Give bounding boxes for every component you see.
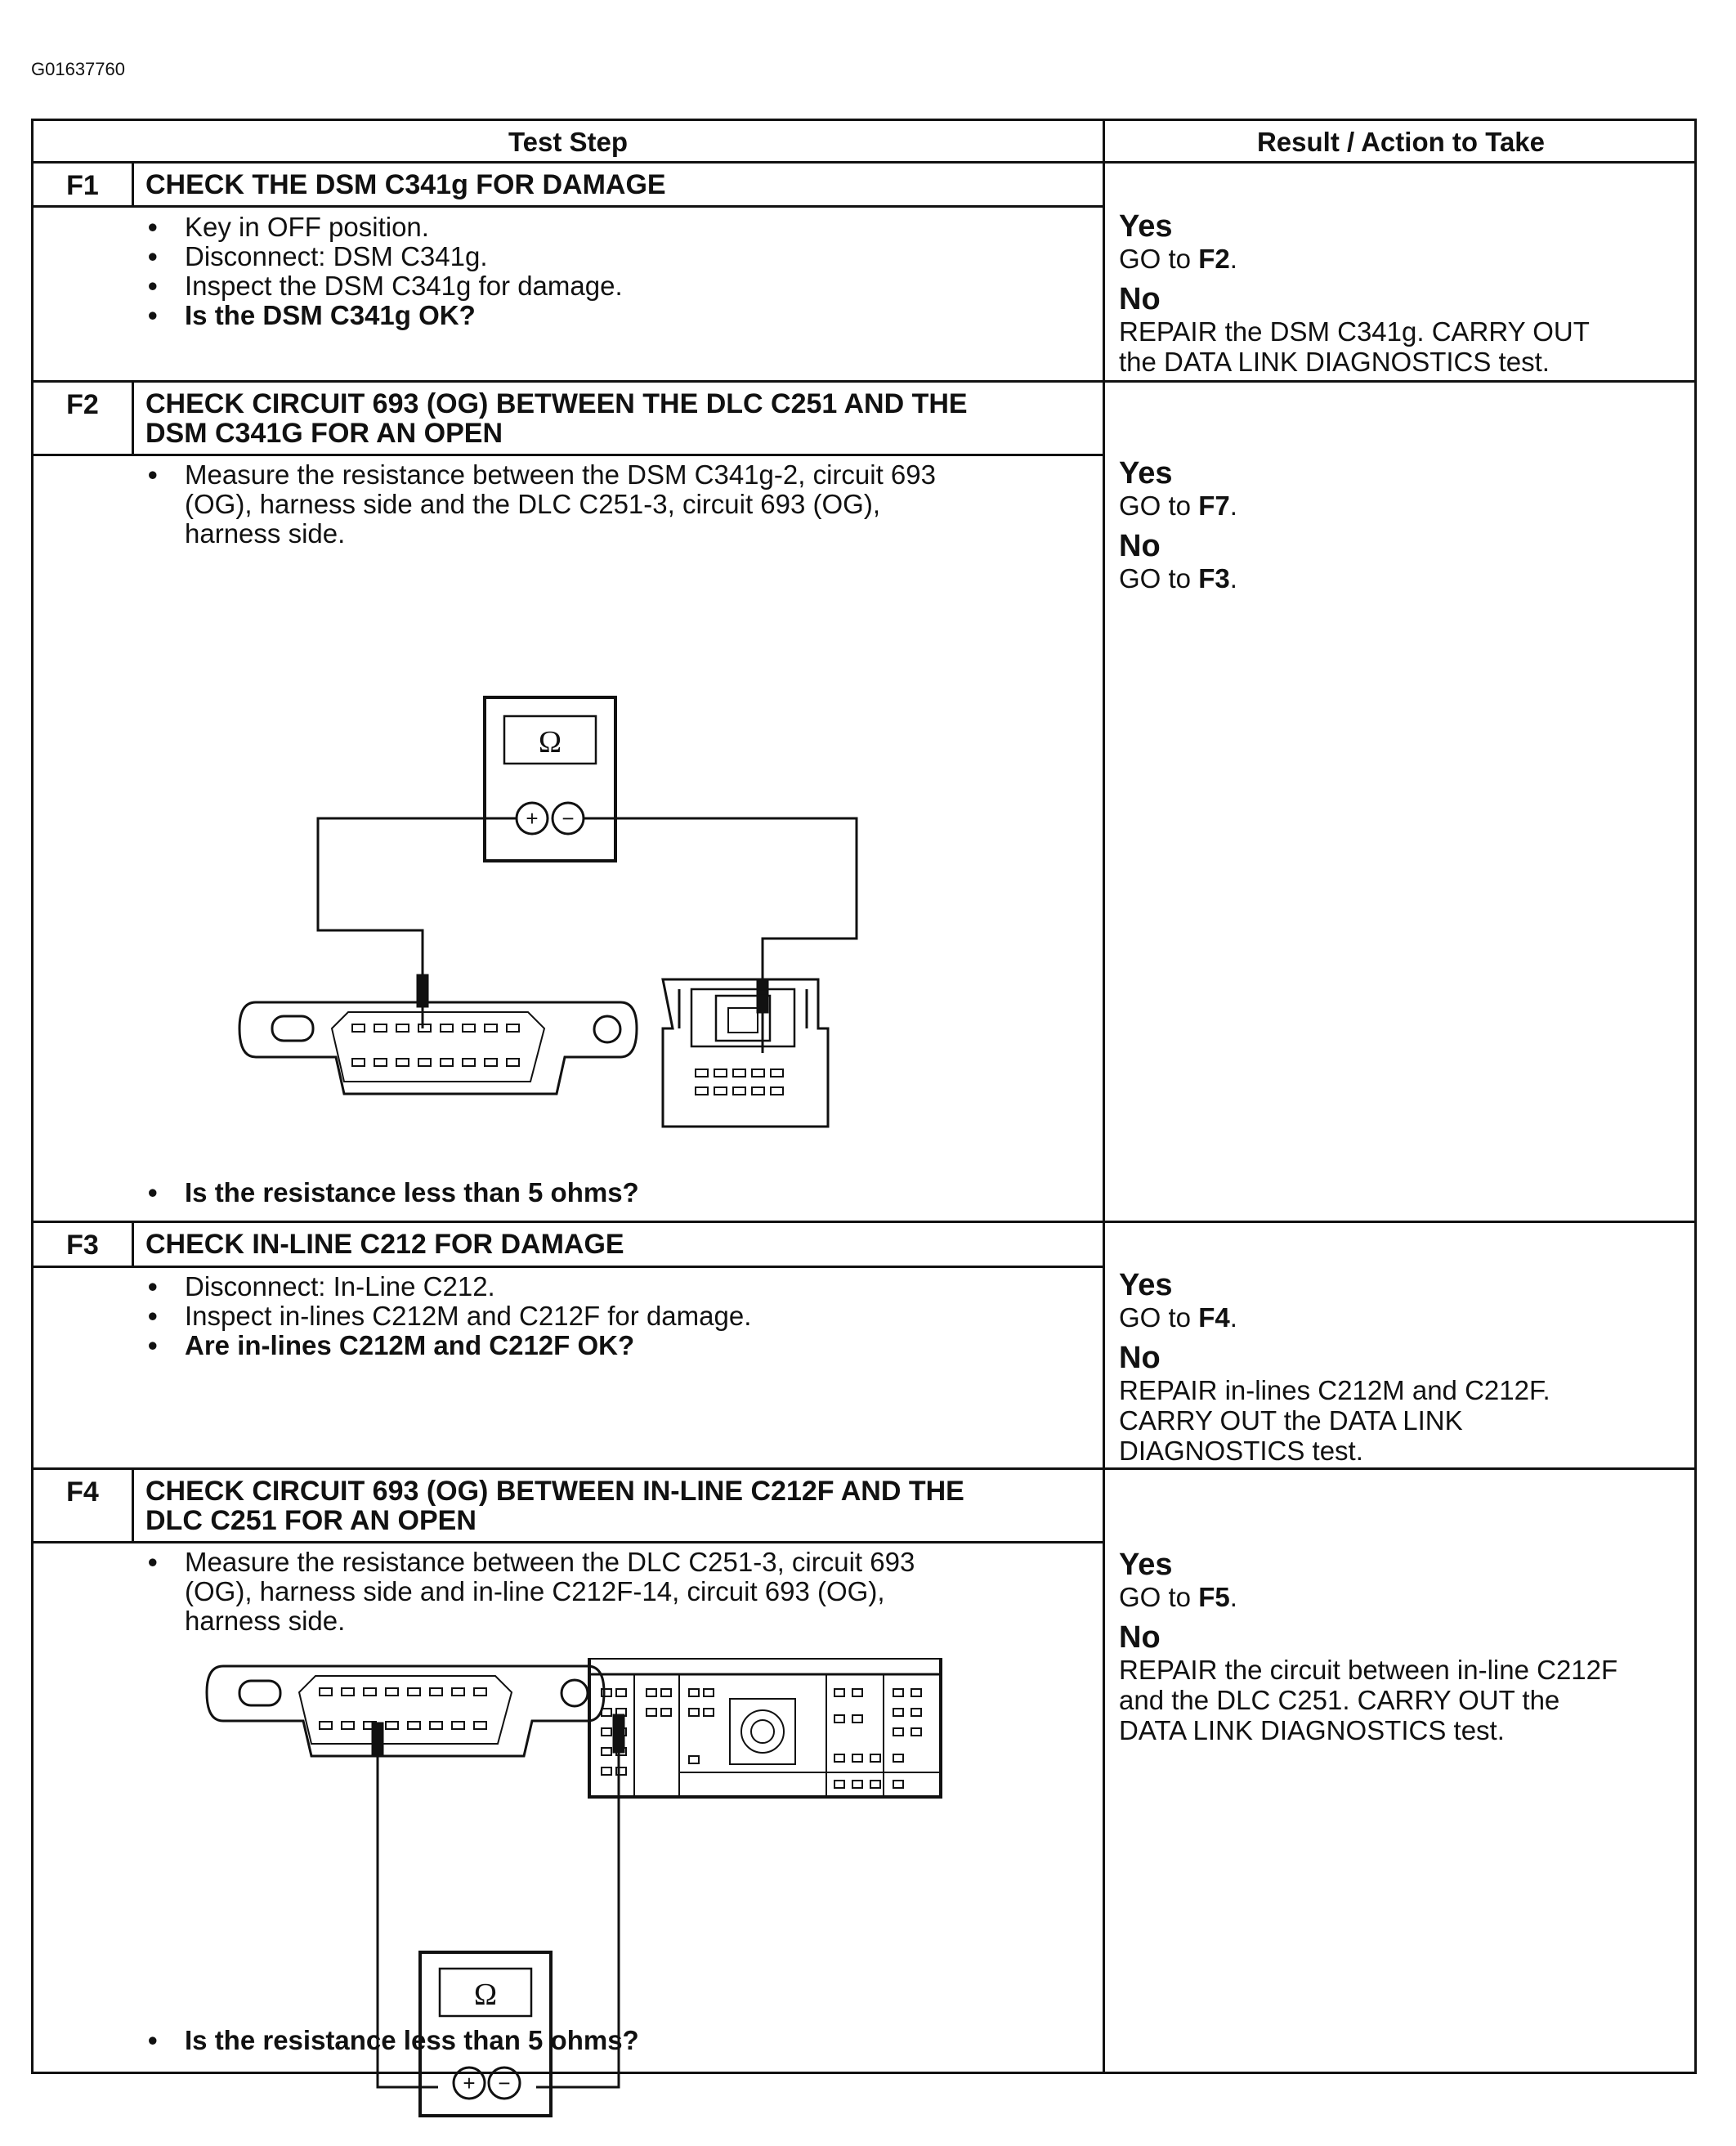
no-label: No	[1119, 1341, 1161, 1375]
step-instructions	[140, 460, 936, 549]
column-divider	[1103, 121, 1105, 2072]
yes-label: Yes	[1119, 1548, 1173, 1582]
instruction-item: • Inspect the DSM C341g for damage.	[140, 271, 623, 301]
ohm-symbol: Ω	[538, 725, 562, 759]
no-label: No	[1119, 1620, 1161, 1655]
row-divider	[34, 205, 1103, 208]
probe-left	[373, 1723, 383, 1756]
yes-label: Yes	[1119, 1268, 1173, 1302]
step-instructions	[140, 213, 623, 330]
step-question: • Is the DSM C341g OK?	[140, 301, 623, 330]
yes-target: F2	[1198, 244, 1230, 274]
no-action-line: REPAIR in-lines C212M and C212F.	[1119, 1375, 1550, 1405]
no-action-line: REPAIR the DSM C341g. CARRY OUT	[1119, 316, 1590, 347]
no-action-line: DATA LINK DIAGNOSTICS test.	[1119, 1715, 1505, 1745]
yes-action: GO to F5.	[1119, 1582, 1237, 1612]
no-target: F3	[1198, 563, 1230, 594]
step-question-list	[140, 1178, 639, 1207]
no-label: No	[1119, 282, 1161, 316]
row-divider	[34, 1266, 1103, 1268]
step-id: F4	[66, 1476, 99, 1508]
id-divider	[132, 161, 134, 205]
instruction-item: • Measure the resistance between the DSM C341g-2, circuit 693 (OG), harness side and the DLC C251-3, circuit 693 (OG), harness side.	[140, 460, 936, 549]
row-divider	[34, 454, 1103, 456]
step-title: CHECK THE DSM C341g FOR DAMAGE	[145, 169, 666, 200]
header-test-step: Test Step	[508, 127, 629, 157]
dlc-connector	[207, 1666, 604, 1756]
instruction-item: • Key in OFF position.	[140, 213, 623, 242]
id-divider	[132, 1221, 134, 1266]
step-question: • Are in-lines C212M and C212F OK?	[140, 1331, 751, 1360]
step-title: CHECK IN-LINE C212 FOR DAMAGE	[145, 1229, 624, 1260]
row-divider	[34, 1467, 1694, 1470]
step-question: • Is the resistance less than 5 ohms?	[140, 1178, 639, 1207]
row-divider	[34, 380, 1694, 383]
id-divider	[132, 1467, 134, 1541]
ohmmeter	[485, 697, 615, 861]
probe-right	[614, 1715, 624, 1752]
yes-target: F4	[1198, 1302, 1230, 1333]
step-instructions	[140, 1272, 751, 1360]
header-result: Result / Action to Take	[1256, 127, 1546, 157]
step-result	[1119, 1268, 1707, 1466]
row-divider	[34, 1541, 1103, 1543]
step-instructions	[140, 1548, 915, 1636]
yes-action: GO to F4.	[1119, 1302, 1237, 1333]
row-divider	[34, 161, 1694, 164]
step-result	[1119, 209, 1707, 377]
dlc-connector	[239, 1002, 637, 1094]
dsm-connector	[663, 979, 828, 1127]
instruction-item: • Inspect in-lines C212M and C212F for damage.	[140, 1301, 751, 1331]
minus-terminal: −	[498, 2071, 511, 2095]
no-action-line: CARRY OUT the DATA LINK	[1119, 1405, 1463, 1436]
no-action-line: the DATA LINK DIAGNOSTICS test.	[1119, 347, 1550, 377]
no-action: GO to F3.	[1119, 563, 1237, 594]
no-action-line: REPAIR the circuit between in-line C212F	[1119, 1655, 1618, 1685]
row-divider	[34, 1221, 1694, 1223]
step-id: F1	[66, 170, 99, 201]
step-id: F3	[66, 1230, 99, 1261]
yes-label: Yes	[1119, 209, 1173, 244]
minus-terminal: −	[562, 806, 575, 831]
test-lead-right	[584, 818, 857, 979]
plus-terminal: +	[526, 806, 539, 831]
step-title: CHECK CIRCUIT 693 (OG) BETWEEN IN-LINE C212F AND THE DLC C251 FOR AN OPEN	[145, 1476, 964, 1536]
yes-label: Yes	[1119, 456, 1173, 491]
yes-target: F7	[1198, 491, 1230, 521]
f4-wiring-diagram	[189, 1658, 965, 2132]
document-id: G01637760	[31, 59, 125, 79]
id-divider	[132, 380, 134, 454]
diagnostic-table	[31, 119, 1697, 2095]
step-question: • Is the resistance less than 5 ohms?	[140, 2026, 639, 2055]
c212f-connector	[589, 1658, 941, 1797]
step-result	[1119, 1548, 1707, 1745]
step-question-list	[140, 2026, 639, 2055]
step-result	[1119, 456, 1707, 594]
ohm-symbol: Ω	[473, 1978, 498, 2012]
f2-wiring-diagram	[221, 571, 892, 1143]
probe-right	[758, 979, 767, 1053]
no-label: No	[1119, 529, 1161, 563]
step-title: CHECK CIRCUIT 693 (OG) BETWEEN THE DLC C251 AND THE DSM C341G FOR AN OPEN	[145, 388, 968, 449]
test-lead-left	[318, 818, 517, 975]
yes-action: GO to F7.	[1119, 491, 1237, 521]
yes-target: F5	[1198, 1582, 1230, 1612]
no-action-line: and the DLC C251. CARRY OUT the	[1119, 1685, 1560, 1715]
instruction-item: • Disconnect: DSM C341g.	[140, 242, 623, 271]
no-action-line: DIAGNOSTICS test.	[1119, 1436, 1363, 1466]
yes-action: GO to F2.	[1119, 244, 1237, 274]
step-id: F2	[66, 389, 99, 420]
instruction-item: • Disconnect: In-Line C212.	[140, 1272, 751, 1301]
instruction-item: • Measure the resistance between the DLC C251-3, circuit 693 (OG), harness side and in-line C212F-14, circuit 693 (OG), harness side.	[140, 1548, 915, 1636]
plus-terminal: +	[463, 2071, 476, 2095]
